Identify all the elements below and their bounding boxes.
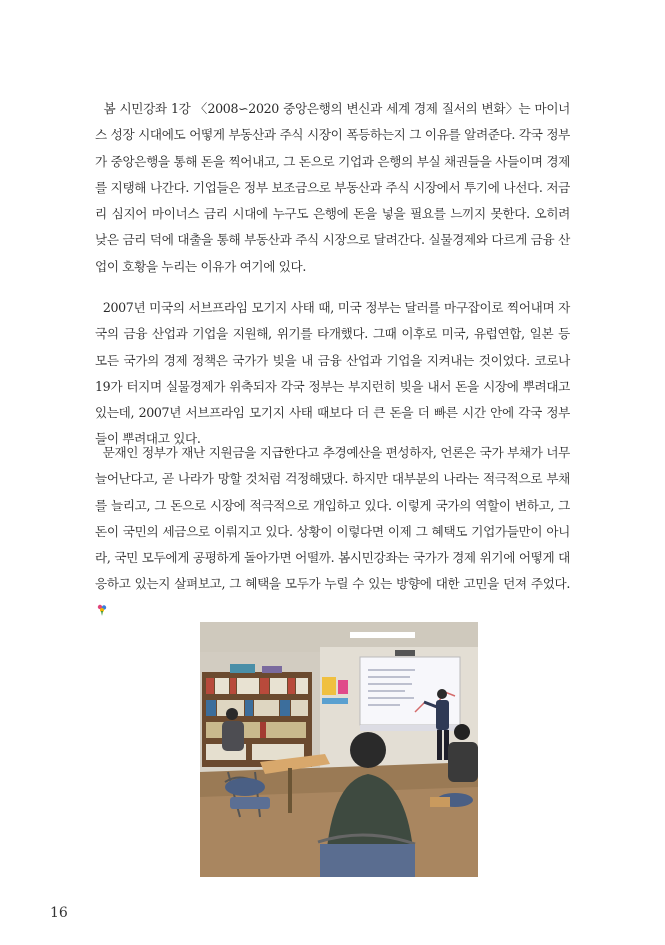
body-paragraph-1 <box>95 96 570 280</box>
body-paragraph-3 <box>95 440 570 624</box>
page-number: 16 <box>50 905 68 921</box>
flower-bouquet-icon <box>97 604 107 617</box>
paragraph-1-text: 봄 시민강좌 1강 〈2008∽2020 중앙은행의 변신과 세계 경제 질서의 변화〉는 마이너스 성장 시대에도 어떻게 부동산과 주식 시장이 폭등하는지 그 이유를 알려준다. 각국 정부가 중앙은행을 통해 돈을 찍어내고, 그 돈으로 기업과 은행의 부실 채권들을 사들이며 경제를 지탱해 나간다. 기업들은 정부 보조금으로 부동산과 주식 시장에서 투기에 나선다. 저금리 심지어 마이너스 금리 시대에 누구도 은행에 돈을 넣을 필요를 느끼지 못한다. 오히려 낮은 금리 덕에 대출을 통해 부동산과 주식 시장으로 달려간다. 실물경제와 다르게 금융 산업이 호황을 누리는 이유가 여기에 있다. <box>95 101 570 274</box>
paragraph-3-text: 문재인 정부가 재난 지원금을 지급한다고 추경예산을 편성하자, 언론은 국가 부채가 너무 늘어난다고, 곧 나라가 망할 것처럼 걱정해댔다. 하지만 대부분의 나라는 적극적으로 부채를 늘리고, 그 돈으로 시장에 적극적으로 개입하고 있다. 이렇게 국가의 역할이 변하고, 그 돈이 국민의 세금으로 이뤄지고 있다. 상황이 이렇다면 이제 그 혜택도 기업가들만이 아니라, 국민 모두에게 공평하게 돌아가면 어떨까. 봄시민강좌는 국가가 경제 위기에 어떻게 대응하고 있는지 살펴보고, 그 혜택을 모두가 누릴 수 있는 방향에 대한 고민을 던져 주었다. <box>95 445 571 592</box>
lecture-photo <box>200 622 478 877</box>
paragraph-2-text: 2007년 미국의 서브프라임 모기지 사태 때, 미국 정부는 달러를 마구잡이로 찍어내며 자국의 금융 산업과 기업을 지원해, 위기를 타개했다. 그때 이후로 미국, 유럽연합, 일본 등 모든 국가의 경제 정책은 국가가 빚을 내 금융 산업과 기업을 지켜내는 것이었다. 코로나19가 터지며 실물경제가 위축되자 각국 정부는 부지런히 빚을 내서 돈을 시장에 뿌려대고 있는데, 2007년 서브프라임 모기지 사태 때보다 더 큰 돈을 더 빠른 시간 안에 각국 정부들이 뿌려대고 있다. <box>95 300 570 447</box>
body-paragraph-2 <box>95 295 570 453</box>
